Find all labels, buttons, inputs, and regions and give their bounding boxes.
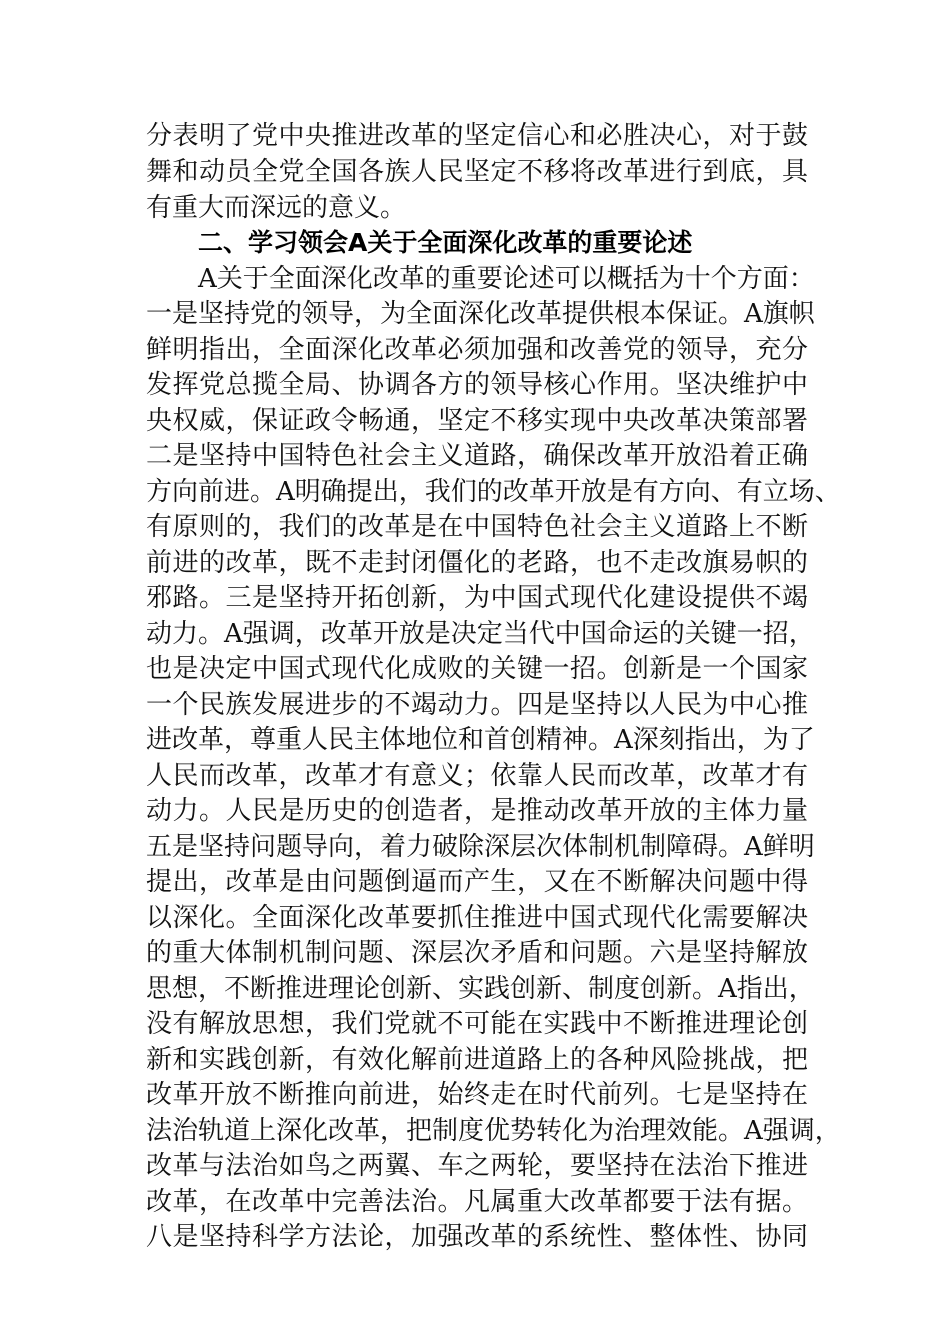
body-line: 进改革，尊重人民主体地位和首创精神。A深刻指出，为了: [146, 725, 815, 755]
body-line: 五是坚持问题导向，着力破除深层次体制机制障碍。A鲜明: [146, 832, 815, 862]
body-line: 动力。人民是历史的创造者，是推动改革开放的主体力量: [146, 796, 808, 826]
body-line: 鲜明指出，全面深化改革必须加强和改善党的领导，充分: [146, 335, 808, 365]
body-line: 也是决定中国式现代化成败的关键一招。创新是一个国家: [146, 654, 808, 684]
body-line: 人民而改革，改革才有意义；依靠人民而改革，改革才有: [146, 761, 808, 791]
intro-line: 分表明了党中央推进改革的坚定信心和必胜决心，对于鼓: [146, 121, 808, 151]
body-line: 二是坚持中国特色社会主义道路，确保改革开放沿着正确: [146, 441, 808, 471]
intro-line: 舞和动员全党全国各族人民坚定不移将改革进行到底，具: [146, 157, 808, 187]
body-line: 一个民族发展进步的不竭动力。四是坚持以人民为中心推: [146, 690, 808, 720]
body-line: 央权威，保证政令畅通，坚定不移实现中央改革决策部署: [146, 406, 808, 436]
body-line: 新和实践创新，有效化解前进道路上的各种风险挑战，把: [146, 1045, 808, 1075]
body-line: 前进的改革，既不走封闭僵化的老路，也不走改旗易帜的: [146, 548, 808, 578]
body-line: 有原则的，我们的改革是在中国特色社会主义道路上不断: [146, 512, 808, 542]
body-line: 以深化。全面深化改革要抓住推进中国式现代化需要解决: [146, 903, 808, 933]
body-line: 提出，改革是由问题倒逼而产生，又在不断解决问题中得: [146, 867, 808, 897]
body-line: 改革，在改革中完善法治。凡属重大改革都要于法有据。: [146, 1187, 808, 1217]
body-line: 发挥党总揽全局、协调各方的领导核心作用。坚决维护中: [146, 370, 808, 400]
body-line: 方向前进。A明确提出，我们的改革开放是有方向、有立场、: [146, 477, 841, 507]
body-line: 思想，不断推进理论创新、实践创新、制度创新。A指出，: [146, 974, 815, 1004]
body-line: 改革开放不断推向前进，始终走在时代前列。七是坚持在: [146, 1080, 808, 1110]
intro-line: 有重大而深远的意义。: [146, 193, 407, 223]
body-line: 法治轨道上深化改革，把制度优势转化为治理效能。A强调，: [146, 1116, 841, 1146]
body-line: 一是坚持党的领导，为全面深化改革提供根本保证。A旗帜: [146, 299, 815, 329]
section-heading: 二、学习领会A关于全面深化改革的重要论述: [198, 228, 693, 257]
body-line: 没有解放思想，我们党就不可能在实践中不断推进理论创: [146, 1009, 808, 1039]
body-line: 八是坚持科学方法论，加强改革的系统性、整体性、协同: [146, 1222, 808, 1252]
body-line: A关于全面深化改革的重要论述可以概括为十个方面：: [198, 264, 815, 294]
body-line: 的重大体制机制问题、深层次矛盾和问题。六是坚持解放: [146, 938, 808, 968]
body-line: 邪路。三是坚持开拓创新，为中国式现代化建设提供不竭: [146, 583, 808, 613]
body-line: 动力。A强调，改革开放是决定当代中国命运的关键一招，: [146, 619, 815, 649]
body-line: 改革与法治如鸟之两翼、车之两轮，要坚持在法治下推进: [146, 1151, 808, 1181]
